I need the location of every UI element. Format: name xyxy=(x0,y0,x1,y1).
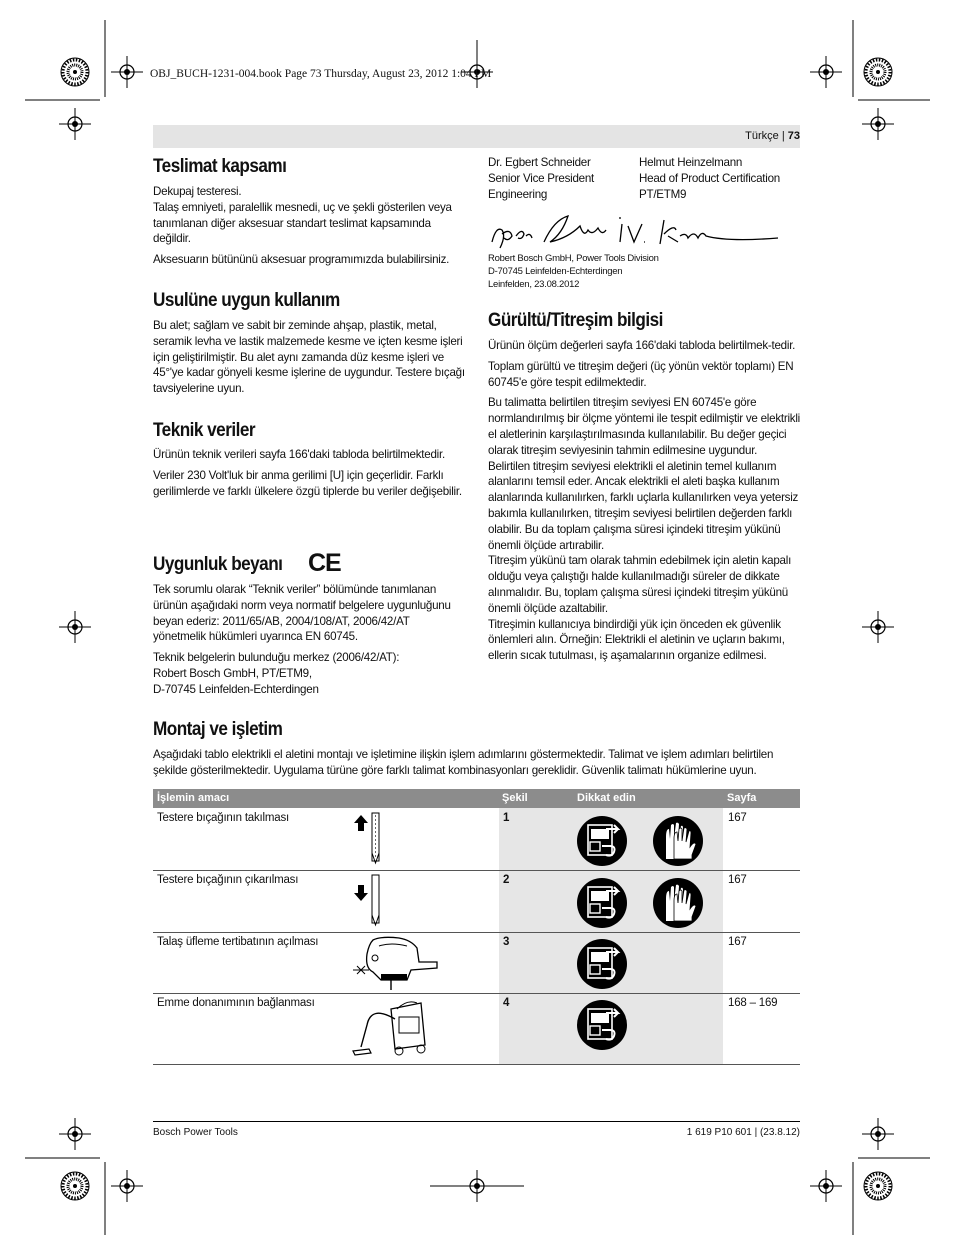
heading-usulune: Usulüne uygun kullanım xyxy=(153,289,340,311)
paragraph: Toplam gürültü ve titreşim değeri (üç yönün vektör toplamı) EN 60745'e göre tespit edilmektedir. xyxy=(488,359,794,389)
signatory-role: Senior Vice President xyxy=(488,171,595,185)
row-divider xyxy=(153,932,800,933)
header-band xyxy=(153,125,800,148)
ce-mark: CE xyxy=(308,549,341,577)
heading-teslimat: Teslimat kapsamı xyxy=(153,155,287,177)
paragraph: Teknik belgelerin bulunduğu merkez (2006/42/AT): Robert Bosch GmbH, PT/ETM9, D-70745 Leinfelden-Echterdingen xyxy=(153,651,400,696)
teslimat-text xyxy=(153,184,465,273)
paragraph: Dekupaj testeresi. Talaş emniyeti, paralellik mesnedi, uç ve şekli gösterilen veya tanımlanan diğer aksesuar standart teslimat kapsamında değildir. xyxy=(153,185,452,246)
purpose-cell: Emme donanımının bağlanması xyxy=(157,997,315,1009)
signatory-name: Dr. Egbert Schneider xyxy=(488,156,591,169)
footer-right: 1 619 P10 601 | (23.8.12) xyxy=(686,1127,800,1138)
signatory-name: Helmut Heinzelmann xyxy=(639,156,743,169)
signatory-role: PT/ETM9 xyxy=(639,187,687,201)
page-cell: 167 xyxy=(728,936,747,948)
language-label: Türkçe xyxy=(745,130,779,142)
print-meta-line: OBJ_BUCH-1231-004.book Page 73 Thursday, August 23, 2012 1:04 PM xyxy=(150,68,492,80)
paragraph: Tek sorumlu olarak “Teknik veriler” bölümünde tanımlanan ürünün aşağıdaki norm veya normatif belgelere uygunluğunu beyan ederiz: 2011/65/AB, 2004/108/AT, 2006/42/AT yönetmelik hükümleri uyarınca EN 60745. xyxy=(153,583,451,644)
uygunluk-text xyxy=(153,582,465,703)
teknik-text xyxy=(153,447,465,504)
paragraph: Ürünün ölçüm değerleri sayfa 166'daki tabloda belirtilmek-tedir. xyxy=(488,339,796,352)
paragraph: Ürünün teknik verileri sayfa 166'daki tabloda belirtilmektedir. xyxy=(153,448,445,461)
blade-insert-icon xyxy=(351,811,391,865)
figure-cell: 1 xyxy=(503,812,510,824)
signatory-role: Head of Product Certification xyxy=(639,171,780,185)
unplug-icon xyxy=(576,999,628,1051)
row-divider xyxy=(153,1064,800,1065)
row-divider xyxy=(153,993,800,994)
paragraph: Bu talimatta belirtilen titreşim seviyesi EN 60745'e göre normlandırılmış bir ölçme yöntemi ile tespit edilmiştir ve elektrikli el aletlerinin karşılaştırılmasında kullanılabilir. Bu değer geçici olarak titreşim seviyesinin tahmin edilmesine uygundur. Belirtilen titreşim seviyesi elektrikli el aletinin temel kullanım alanlarını temsil eder. Ancak elektrikli el aleti başka kullanım alanlarında kullanılırken, farklı uçlarla kullanılırken veya yetersiz bakımla kullanılırken, titreşim seviyesi belirtilen değerden farklı olabilir. Bu da toplam çalışma süresi içindeki titreşim yükünü önemli ölçüde artırabilir. Titreşim yükünü tam olarak tahmin edebilmek için aletin kapalı olduğu veya çalıştığı halde kullanılmadığı süreler de dikkate alınmalıdır. Bu, toplam çalışma süresi içindeki titreşim yükünü önemli ölçüde azaltabilir. Titreşimin kullanıcıya bindirdiği yük için önceden ek güvenlik önlemleri alın. Örneğin: Elektrikli el aletinin ve uçların bakımı, ellerin sıcak tutulması, iş aşamalarının organize edilmesi. xyxy=(488,396,800,663)
montaj-text: Aşağıdaki tablo elektrikli el aletini montajı ve işletimine ilişkin işlem adımlarını göstermektedir. Talimat ve işlem adımları belirtilen şekilde gösterilmektedir. Uygulama türüne göre farklı talimat kombinasyonları gereklidir. Güvenlik talimatı hükümlerine uyun. xyxy=(153,748,774,777)
figure-cell: 2 xyxy=(503,874,510,886)
column-header: Sayfa xyxy=(727,792,757,804)
footer-left: Bosch Power Tools xyxy=(153,1127,238,1138)
purpose-cell: Testere bıçağının takılması xyxy=(157,812,290,824)
paragraph: Bu alet; sağlam ve sabit bir zeminde ahşap, plastik, metal, seramik levha ve lastik malzemede kesme ve içten kesme işleri için geliştirilmiştir. Bu alet aynı zamanda düz kesme işleri ve 45°'ye kadar gönyeli kesme işlerine de uygundur. Testere bıçağı tavsiyelerine uyun. xyxy=(153,319,465,396)
signatory-2 xyxy=(639,155,804,202)
heading-teknik: Teknik veriler xyxy=(153,419,255,441)
page-header: Türkçe | 73 xyxy=(745,130,800,142)
signatory-role: Engineering xyxy=(488,187,548,201)
column-header: İşlemin amacı xyxy=(157,792,230,804)
page-cell: 167 xyxy=(728,812,747,824)
gloves-icon xyxy=(652,815,704,867)
paragraph: Aksesuarın bütününü aksesuar programımızda bulabilirsiniz. xyxy=(153,253,450,267)
gurultu-text xyxy=(488,338,800,669)
page-cell: 167 xyxy=(728,874,747,886)
table-header xyxy=(153,789,800,808)
signatory-1 xyxy=(488,155,638,202)
column-header: Şekil xyxy=(502,792,528,804)
gloves-icon xyxy=(652,877,704,929)
company-address: Robert Bosch GmbH, Power Tools Division D-70745 Leinfelden-Echterdingen Leinfelden, 23.08.2012 xyxy=(488,253,659,290)
purpose-cell: Talaş üfleme tertibatının açılması xyxy=(157,936,319,948)
page-number: 73 xyxy=(787,130,800,142)
footer-rule xyxy=(153,1121,800,1122)
unplug-icon xyxy=(576,815,628,867)
unplug-icon xyxy=(576,938,628,990)
usulune-text xyxy=(153,318,465,402)
figure-cell: 3 xyxy=(503,936,510,948)
signatures xyxy=(488,212,788,252)
vacuum-cleaner-icon xyxy=(351,995,431,1059)
purpose-cell: Testere bıçağının çıkarılması xyxy=(157,874,299,886)
heading-uygunluk: Uygunluk beyanı xyxy=(153,553,283,575)
page-cell: 168 – 169 xyxy=(728,997,778,1009)
figure-cell: 4 xyxy=(503,997,510,1009)
paragraph: Veriler 230 Volt'luk bir anma gerilimi [U] için geçerlidir. Farklı gerilimlerde ve farklı ülkelere özgü tiplerde bu veriler değişebilir. xyxy=(153,468,462,498)
blade-remove-icon xyxy=(351,873,391,927)
heading-montaj: Montaj ve işletim xyxy=(153,718,283,740)
heading-gurultu: Gürültü/Titreşim bilgisi xyxy=(488,309,663,331)
row-divider xyxy=(153,870,800,871)
unplug-icon xyxy=(576,877,628,929)
jigsaw-icon xyxy=(351,934,441,992)
column-header: Dikkat edin xyxy=(577,792,636,804)
